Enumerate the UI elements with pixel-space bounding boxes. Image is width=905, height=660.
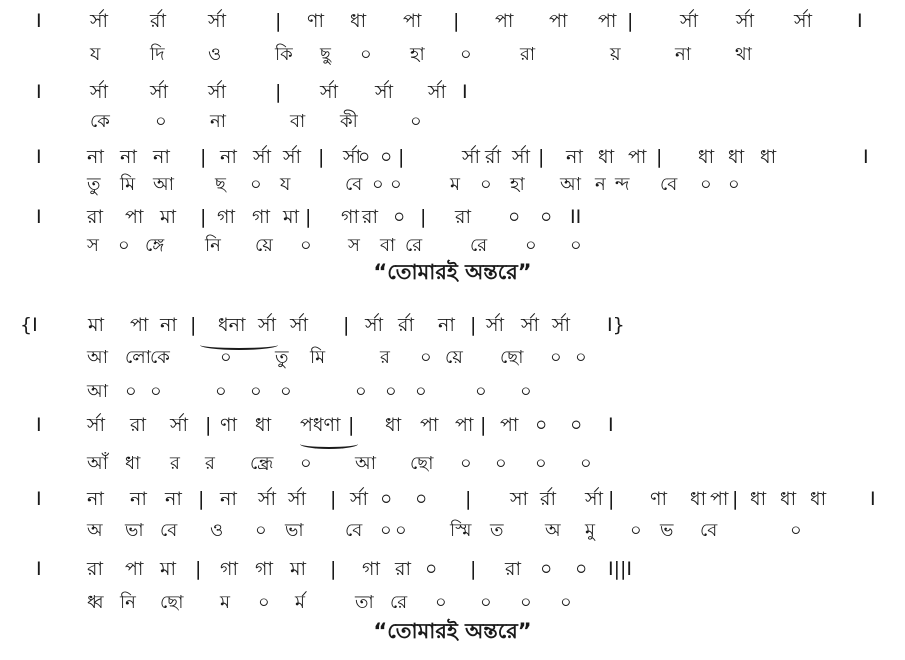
lyric-syllable: ০: [570, 235, 582, 256]
note-token: পা: [598, 10, 617, 32]
note-token: না: [153, 146, 170, 168]
lyric-syllable: ছো: [410, 453, 434, 474]
note-token: গা: [252, 206, 270, 228]
note-token: |: [420, 206, 427, 228]
note-token: রা: [362, 206, 378, 228]
lyric-syllable: লো: [125, 347, 151, 368]
note-token: ণা: [220, 414, 237, 436]
note-token: পা: [500, 414, 519, 436]
note-token: পা: [495, 10, 514, 32]
lyric-syllable: ও: [210, 520, 224, 541]
note-token: র্সা: [320, 81, 339, 103]
note-token: না: [220, 488, 237, 510]
notation-row-5: [0, 144, 905, 172]
note-token: র্সা: [375, 81, 394, 103]
lyric-syllable: য: [90, 44, 101, 65]
note-token: গা: [220, 558, 238, 580]
lyric-syllable: নি: [205, 235, 221, 256]
lyric-syllable: আঁ: [87, 453, 108, 474]
note-token: পা: [125, 558, 144, 580]
note-token: র্সা: [521, 314, 540, 336]
lyric-syllable: না: [210, 111, 226, 132]
note-token: র্সা: [258, 488, 277, 510]
lyric-syllable: ০: [372, 174, 384, 195]
lyric-syllable: ০: [520, 592, 532, 613]
note-token: |: [343, 314, 350, 336]
note-token: II: [570, 206, 582, 228]
note-token: গা: [362, 558, 380, 580]
lyrics-row-4: [0, 109, 905, 137]
lyric-syllable: ০: [480, 592, 492, 613]
note-token: |: [470, 314, 477, 336]
note-token: |: [195, 558, 202, 580]
lyric-syllable: ত: [490, 520, 504, 541]
note-token: গা: [255, 558, 273, 580]
lyric-syllable: হা: [510, 174, 525, 195]
note-token: রা: [87, 206, 103, 228]
note-token: I: [36, 414, 42, 436]
note-token: রা: [87, 558, 103, 580]
note-token: |: [275, 81, 282, 103]
note-token: মা: [283, 206, 300, 228]
lyric-syllable: ০: [360, 44, 372, 65]
lyric-syllable: স: [87, 235, 99, 256]
lyric-syllable: অ: [545, 520, 561, 541]
lyric-syllable: বে: [660, 174, 678, 195]
lyric-syllable: ০: [255, 520, 267, 541]
note-token: র্সা: [288, 488, 307, 510]
lyric-syllable: থা: [735, 44, 752, 65]
lyric-syllable: বে: [345, 520, 363, 541]
lyric-syllable: ০: [150, 381, 162, 402]
lyric-syllable: আ: [355, 453, 376, 474]
note-token: র্সা: [90, 81, 109, 103]
note-token: ০: [380, 488, 393, 510]
lyric-syllable: ০: [790, 520, 802, 541]
note-token: |: [305, 206, 312, 228]
note-token: I: [36, 558, 42, 580]
note-token: I: [36, 146, 42, 168]
note-token: র্রা: [398, 314, 414, 336]
lyric-syllable: আ: [153, 174, 174, 195]
note-token: |: [608, 488, 615, 510]
note-token: |: [205, 414, 212, 436]
note-token: র্সা: [170, 414, 189, 436]
lyric-syllable: বে: [345, 174, 363, 195]
lyric-syllable: ন: [595, 174, 606, 195]
lyrics-row-8: [0, 233, 905, 261]
lyric-syllable: ০: [395, 520, 407, 541]
slur-mark: [300, 439, 358, 449]
note-token: র্সা: [680, 10, 699, 32]
section-heading-1: “তোমারই অন্তরে”: [373, 260, 532, 284]
note-token: র্রা: [150, 10, 166, 32]
note-token: পা: [628, 146, 647, 168]
note-token: ণা: [307, 10, 324, 32]
note-token: ০: [540, 558, 553, 580]
lyric-syllable: ধ্ব: [87, 592, 104, 613]
note-token: র্সা: [150, 81, 169, 103]
lyric-syllable: কি: [275, 44, 293, 65]
note-token: সা: [510, 488, 529, 510]
lyric-syllable: ০: [385, 381, 397, 402]
lyric-syllable: মু: [585, 520, 595, 541]
note-token: ধা: [750, 488, 767, 510]
note-token: না: [165, 488, 182, 510]
lyrics-row-10: [0, 345, 905, 373]
note-token: রা: [395, 558, 411, 580]
note-token: I||I: [608, 558, 633, 580]
lyric-syllable: ০: [390, 174, 402, 195]
lyric-syllable: মি: [120, 174, 136, 195]
lyric-syllable: দি: [150, 44, 165, 65]
lyric-syllable: ভা: [125, 520, 144, 541]
note-token: |: [200, 146, 207, 168]
lyric-syllable: স: [348, 235, 360, 256]
lyric-syllable: ০: [410, 111, 422, 132]
note-token: ধনা: [218, 314, 246, 336]
note-token: র্সা: [486, 314, 505, 336]
note-token: মা: [290, 558, 307, 580]
lyric-syllable: ০: [460, 44, 472, 65]
note-token: ণা: [650, 488, 667, 510]
note-token: ধা: [598, 146, 615, 168]
lyric-syllable: ধা: [125, 453, 141, 474]
lyric-syllable: য়ে: [255, 235, 273, 256]
lyric-syllable: ভা: [285, 520, 304, 541]
lyric-syllable: ছো: [160, 592, 184, 613]
lyric-syllable: কে: [150, 347, 170, 368]
lyric-syllable: তা: [355, 592, 374, 613]
lyric-syllable: য: [280, 174, 291, 195]
notation-row-7: [0, 204, 905, 232]
note-token: ০: [425, 558, 438, 580]
note-token: I: [36, 10, 42, 32]
lyric-syllable: ম: [450, 174, 460, 195]
note-token: ০: [380, 146, 393, 168]
lyric-syllable: বা: [380, 235, 396, 256]
note-token: ধা: [255, 414, 272, 436]
lyrics-row-11: [0, 379, 905, 407]
lyrics-row-17: [0, 590, 905, 618]
lyrics-row-13: [0, 451, 905, 479]
note-token: ০: [508, 206, 521, 228]
lyric-syllable: মি: [310, 347, 326, 368]
note-token: র্সা: [585, 488, 604, 510]
lyric-syllable: ন্ধ্রে: [250, 453, 274, 474]
lyric-syllable: ০: [560, 592, 572, 613]
note-token: |: [200, 206, 207, 228]
lyric-syllable: ০: [580, 453, 592, 474]
note-token: |: [330, 558, 337, 580]
lyric-syllable: অ: [87, 520, 103, 541]
note-token: র্সা: [283, 146, 302, 168]
note-token: |: [538, 146, 545, 168]
lyric-syllable: নি: [120, 592, 136, 613]
lyric-syllable: আ: [87, 381, 108, 402]
note-token: মা: [88, 314, 105, 336]
lyric-syllable: র্ম: [295, 592, 305, 613]
lyric-syllable: ০: [460, 453, 472, 474]
note-token: |: [480, 414, 487, 436]
lyric-syllable: ০: [420, 347, 432, 368]
note-token: না: [87, 146, 104, 168]
note-token: I}: [607, 314, 625, 336]
lyric-syllable: ০: [155, 111, 167, 132]
note-token: র্সা: [87, 414, 106, 436]
note-token: I: [36, 488, 42, 510]
slur-mark: [200, 340, 278, 350]
lyric-syllable: রে: [470, 235, 488, 256]
note-token: র্সা: [258, 314, 277, 336]
lyric-syllable: ন্দ: [615, 174, 630, 195]
note-token: না: [130, 488, 147, 510]
lyric-syllable: ০: [495, 453, 507, 474]
lyric-syllable: ০: [355, 381, 367, 402]
note-token: র্সা: [208, 81, 227, 103]
notation-row-14: [0, 486, 905, 514]
note-token: ০: [358, 146, 371, 168]
note-token: I: [462, 81, 468, 103]
note-token: |: [398, 146, 405, 168]
note-token: ধা: [760, 146, 777, 168]
note-token: I: [608, 414, 614, 436]
note-token: ধা: [350, 10, 367, 32]
lyric-syllable: ০: [380, 520, 392, 541]
note-token: না: [120, 146, 137, 168]
lyric-syllable: ০: [415, 381, 427, 402]
lyric-syllable: ভ: [660, 520, 674, 541]
lyric-syllable: র: [205, 453, 215, 474]
lyric-syllable: রে: [390, 592, 408, 613]
lyric-syllable: ০: [220, 347, 232, 368]
lyric-syllable: ০: [250, 174, 262, 195]
lyric-syllable: ০: [535, 453, 547, 474]
note-token: পা: [403, 10, 422, 32]
note-token: |: [465, 488, 472, 510]
note-token: র্সা: [736, 10, 755, 32]
note-token: I: [863, 146, 869, 168]
note-token: র্সা: [462, 146, 481, 168]
note-token: না: [87, 488, 104, 510]
lyric-syllable: ছো: [500, 347, 524, 368]
notation-row-9: [0, 312, 905, 340]
note-token: ধা: [780, 488, 797, 510]
lyric-syllable: রে: [405, 235, 423, 256]
note-token: ধা: [728, 146, 745, 168]
note-token: ০: [540, 206, 553, 228]
lyrics-row-2: [0, 42, 905, 70]
note-token: র্সা: [512, 146, 531, 168]
note-token: গা: [217, 206, 235, 228]
note-token: পধণা: [300, 414, 341, 436]
lyric-syllable: ০: [435, 592, 447, 613]
note-token: |: [330, 488, 337, 510]
note-token: I: [36, 206, 42, 228]
section-heading-2: “তোমারই অন্তরে”: [373, 619, 532, 643]
lyric-syllable: ০: [630, 520, 642, 541]
note-token: |: [348, 414, 355, 436]
lyric-syllable: য়ে: [445, 347, 463, 368]
note-token: র্সা: [290, 314, 309, 336]
lyric-syllable: ও: [208, 44, 222, 65]
lyric-syllable: রা: [520, 44, 536, 65]
note-token: না: [438, 314, 455, 336]
note-token: |: [627, 10, 634, 32]
note-token: |: [198, 488, 205, 510]
note-token: |: [453, 10, 460, 32]
note-token: মা: [160, 206, 177, 228]
note-token: {I: [20, 314, 38, 336]
note-token: |: [732, 488, 739, 510]
note-token: I: [857, 10, 863, 32]
lyric-syllable: বে: [160, 520, 178, 541]
note-token: র্সা: [350, 488, 369, 510]
lyric-syllable: ০: [280, 381, 292, 402]
note-token: রা: [130, 414, 146, 436]
notation-row-16: [0, 556, 905, 584]
lyric-syllable: য়: [610, 44, 621, 65]
note-token: |: [190, 314, 197, 336]
lyrics-row-15: [0, 518, 905, 546]
lyric-syllable: বা: [290, 111, 306, 132]
lyric-syllable: র: [380, 347, 390, 368]
note-token: ০: [415, 488, 428, 510]
lyric-syllable: র: [170, 453, 180, 474]
note-token: গা: [341, 206, 359, 228]
lyrics-row-6: [0, 172, 905, 200]
note-token: র্রা: [540, 488, 556, 510]
lyric-syllable: স্মি: [450, 520, 472, 541]
notation-row-1: [0, 8, 905, 36]
lyric-syllable: ০: [300, 453, 312, 474]
lyric-syllable: ০: [520, 381, 532, 402]
note-token: ধা: [690, 488, 707, 510]
note-token: |: [318, 146, 325, 168]
lyric-syllable: ০: [525, 235, 537, 256]
lyric-syllable: ০: [575, 347, 587, 368]
note-token: পা: [549, 10, 568, 32]
note-token: র্সা: [90, 10, 109, 32]
lyric-syllable: বে: [700, 520, 718, 541]
note-token: না: [220, 146, 237, 168]
note-token: ০: [570, 414, 583, 436]
lyric-syllable: আ: [560, 174, 581, 195]
lyric-syllable: তু: [275, 347, 289, 368]
note-token: র্সা: [552, 314, 571, 336]
notation-row-12: [0, 412, 905, 440]
lyric-syllable: ০: [475, 381, 487, 402]
lyric-syllable: ম: [220, 592, 230, 613]
lyric-syllable: ঙ্গে: [145, 235, 165, 256]
lyric-syllable: হা: [410, 44, 425, 65]
note-token: পা: [125, 206, 144, 228]
lyric-syllable: কী: [340, 111, 358, 132]
note-token: ০: [535, 414, 548, 436]
note-token: র্সা: [343, 146, 362, 168]
lyric-syllable: ০: [700, 174, 712, 195]
lyric-syllable: ছু: [320, 44, 331, 65]
lyric-syllable: না: [675, 44, 691, 65]
lyric-syllable: ০: [118, 235, 130, 256]
note-token: র্সা: [208, 10, 227, 32]
note-token: I: [36, 81, 42, 103]
lyric-syllable: তু: [87, 174, 101, 195]
lyric-syllable: ০: [250, 381, 262, 402]
note-token: র্রা: [485, 146, 501, 168]
lyric-syllable: ০: [550, 347, 562, 368]
note-token: ০: [575, 558, 588, 580]
note-token: র্সা: [794, 10, 813, 32]
note-token: পা: [130, 314, 149, 336]
note-token: I: [870, 488, 876, 510]
note-token: ধা: [698, 146, 715, 168]
lyric-syllable: ০: [300, 235, 312, 256]
note-token: না: [160, 314, 177, 336]
note-token: |: [275, 10, 282, 32]
lyric-syllable: ০: [125, 381, 137, 402]
lyric-syllable: কে: [90, 111, 110, 132]
note-token: না: [566, 146, 583, 168]
note-token: র্সা: [428, 81, 447, 103]
note-token: ধা: [385, 414, 402, 436]
lyric-syllable: ০: [728, 174, 740, 195]
note-token: ০: [393, 206, 406, 228]
note-token: পা: [455, 414, 474, 436]
note-token: রা: [455, 206, 471, 228]
note-token: র্সা: [253, 146, 272, 168]
note-token: মা: [160, 558, 177, 580]
lyric-syllable: ০: [215, 381, 227, 402]
note-token: ধা: [810, 488, 827, 510]
note-token: র্সা: [365, 314, 384, 336]
note-token: |: [656, 146, 663, 168]
notation-row-3: [0, 79, 905, 107]
lyric-syllable: আ: [87, 347, 108, 368]
note-token: পা: [420, 414, 439, 436]
note-token: |: [470, 558, 477, 580]
lyric-syllable: ছ: [215, 174, 226, 195]
lyric-syllable: ০: [480, 174, 492, 195]
note-token: পা: [710, 488, 729, 510]
lyric-syllable: ০: [258, 592, 270, 613]
note-token: রা: [505, 558, 521, 580]
